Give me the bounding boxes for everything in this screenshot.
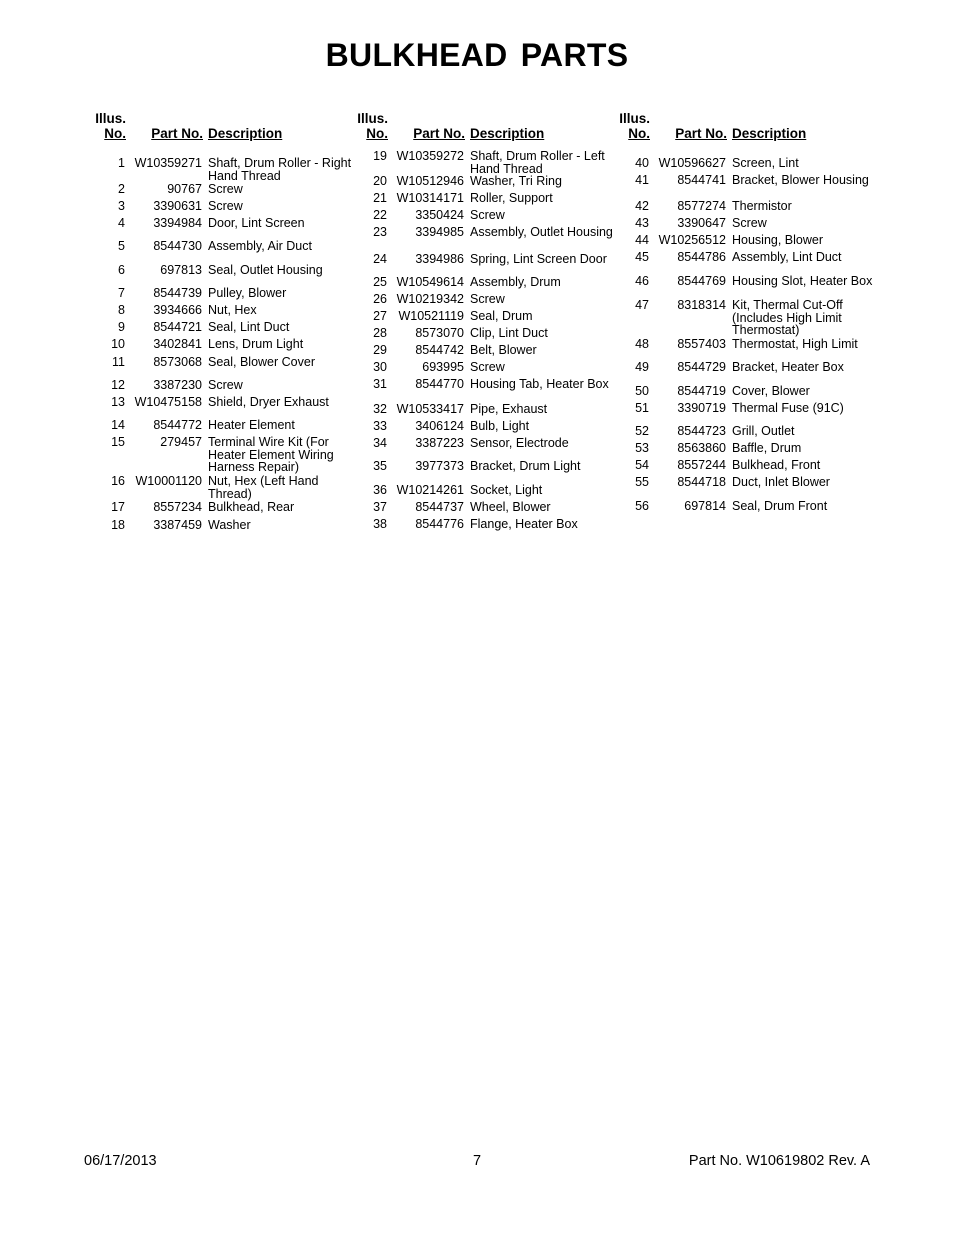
- part-number: 3934666: [153, 303, 202, 317]
- part-description: Assembly, Air Duct: [208, 239, 312, 253]
- part-description: Housing, Blower: [732, 233, 824, 247]
- part-description: Screw: [470, 292, 505, 306]
- part-number: 8544786: [677, 250, 726, 264]
- part-description: Flange, Heater Box: [470, 517, 578, 531]
- part-number: 8544742: [415, 343, 464, 357]
- description-header: Description: [208, 126, 283, 141]
- illus-header-line2: No.: [366, 126, 388, 141]
- part-description: Bracket, Drum Light: [470, 459, 581, 473]
- part-description: Clip, Lint Duct: [470, 326, 548, 340]
- illus-number: 4: [118, 216, 125, 230]
- part-description: Seal, Lint Duct: [208, 320, 290, 334]
- part-description: Lens, Drum Light: [208, 337, 304, 351]
- part-number: 3390631: [153, 199, 202, 213]
- part-description: Washer, Tri Ring: [470, 174, 562, 188]
- part-description: Screw: [470, 208, 505, 222]
- illus-number: 52: [635, 424, 649, 438]
- part-number: 8573070: [415, 326, 464, 340]
- illus-number: 38: [373, 517, 387, 531]
- part-no-header: Part No.: [675, 126, 727, 141]
- parts-column-3: [614, 111, 884, 513]
- part-description: Grill, Outlet: [732, 424, 795, 438]
- part-number: W10596627: [658, 156, 726, 170]
- part-number: 3387230: [153, 378, 202, 392]
- part-number: 693995: [422, 360, 464, 374]
- part-description: Bracket, Blower Housing: [732, 173, 869, 187]
- part-description: Assembly, Drum: [470, 275, 561, 289]
- illus-number: 48: [635, 337, 649, 351]
- column-header: [352, 111, 622, 145]
- part-description: Screen, Lint: [732, 156, 799, 170]
- illus-number: 44: [635, 233, 649, 247]
- illus-number: 43: [635, 216, 649, 230]
- part-number: 8544737: [415, 500, 464, 514]
- part-description: Bracket, Heater Box: [732, 360, 844, 374]
- illus-number: 55: [635, 475, 649, 489]
- illus-number: 32: [373, 402, 387, 416]
- illus-number: 28: [373, 326, 387, 340]
- illus-number: 2: [118, 182, 125, 196]
- illus-number: 5: [118, 239, 125, 253]
- illus-number: 51: [635, 401, 649, 415]
- illus-number: 3: [118, 199, 125, 213]
- part-number: W10359272: [396, 149, 464, 163]
- part-number: 279457: [160, 435, 202, 449]
- part-number: 8318314: [677, 298, 726, 312]
- parts-column-1: [90, 111, 360, 532]
- page-title: BULKHEAD PARTS: [325, 37, 629, 73]
- part-description: Seal, Blower Cover: [208, 355, 315, 369]
- illus-number: 21: [373, 191, 387, 205]
- part-number: 8544718: [677, 475, 726, 489]
- part-description: Seal, Drum Front: [732, 499, 828, 513]
- part-number: 8544769: [677, 274, 726, 288]
- part-description: Belt, Blower: [470, 343, 537, 357]
- illus-number: 10: [111, 337, 125, 351]
- part-number: 8544772: [153, 418, 202, 432]
- illus-number: 29: [373, 343, 387, 357]
- part-number: W10314171: [396, 191, 464, 205]
- part-number: 8557244: [677, 458, 726, 472]
- illus-number: 25: [373, 275, 387, 289]
- illus-number: 17: [111, 500, 125, 514]
- part-number: 8573068: [153, 355, 202, 369]
- part-description: Screw: [208, 378, 243, 392]
- part-number: 8544770: [415, 377, 464, 391]
- part-description: Wheel, Blower: [470, 500, 551, 514]
- part-number: 8544721: [153, 320, 202, 334]
- part-description: Heater Element: [208, 418, 295, 432]
- illus-header-line1: Illus.: [357, 111, 388, 126]
- part-number: 697814: [684, 499, 726, 513]
- part-description: Housing Tab, Heater Box: [470, 377, 609, 391]
- illus-number: 8: [118, 303, 125, 317]
- part-number: 8544730: [153, 239, 202, 253]
- part-number: 8557234: [153, 500, 202, 514]
- illus-header-line2: No.: [104, 126, 126, 141]
- illus-number: 27: [373, 309, 387, 323]
- part-description: Bulkhead, Front: [732, 458, 821, 472]
- illus-number: 33: [373, 419, 387, 433]
- part-number: 8563860: [677, 441, 726, 455]
- footer-date: 06/17/2013: [84, 1153, 157, 1169]
- part-description: Seal, Outlet Housing: [208, 263, 323, 277]
- part-description: Housing Slot, Heater Box: [732, 274, 873, 288]
- part-description: Terminal Wire Kit (For Heater Element Wiring Harness Repair): [208, 435, 334, 475]
- illus-number: 19: [373, 149, 387, 163]
- part-description: Door, Lint Screen: [208, 216, 305, 230]
- part-description: Washer: [208, 518, 251, 532]
- part-number: 3387459: [153, 518, 202, 532]
- illus-number: 20: [373, 174, 387, 188]
- part-description: Kit, Thermal Cut-Off (Includes High Limit Thermostat): [732, 298, 843, 338]
- part-number: 8544739: [153, 286, 202, 300]
- illus-number: 22: [373, 208, 387, 222]
- illus-number: 56: [635, 499, 649, 513]
- description-header: Description: [470, 126, 545, 141]
- part-no-header: Part No.: [151, 126, 203, 141]
- part-description: Nut, Hex: [208, 303, 257, 317]
- illus-number: 6: [118, 263, 125, 277]
- illus-header-line1: Illus.: [95, 111, 126, 126]
- illus-number: 35: [373, 459, 387, 473]
- part-number: 8577274: [677, 199, 726, 213]
- column-header: [90, 111, 360, 145]
- part-number: 3394985: [415, 225, 464, 239]
- part-description: Spring, Lint Screen Door: [470, 252, 607, 266]
- part-number: W10521119: [398, 309, 464, 323]
- part-number: 3406124: [415, 419, 464, 433]
- illus-number: 23: [373, 225, 387, 239]
- part-description: Screw: [470, 360, 505, 374]
- part-description: Shaft, Drum Roller - Right Hand Thread: [208, 156, 352, 183]
- part-number: 8544729: [677, 360, 726, 374]
- illus-number: 41: [635, 173, 649, 187]
- part-number: 697813: [160, 263, 202, 277]
- illus-number: 13: [111, 395, 125, 409]
- illus-number: 54: [635, 458, 649, 472]
- part-number: 3394986: [415, 252, 464, 266]
- column-header: [614, 111, 884, 145]
- part-description: Seal, Drum: [470, 309, 533, 323]
- illus-number: 26: [373, 292, 387, 306]
- part-description: Pipe, Exhaust: [470, 402, 548, 416]
- part-description: Bulb, Light: [470, 419, 530, 433]
- part-number: W10475158: [134, 395, 202, 409]
- illus-number: 36: [373, 483, 387, 497]
- part-description: Screw: [208, 182, 243, 196]
- part-description: Screw: [732, 216, 767, 230]
- illus-header-line1: Illus.: [619, 111, 650, 126]
- illus-no-header: [614, 111, 650, 141]
- illus-number: 16: [111, 474, 125, 488]
- illus-number: 45: [635, 250, 649, 264]
- illus-number: 18: [111, 518, 125, 532]
- part-number: 3394984: [153, 216, 202, 230]
- part-description: Baffle, Drum: [732, 441, 802, 455]
- part-number: W10549614: [396, 275, 464, 289]
- footer-page-number: 7: [472, 1153, 482, 1169]
- part-description: Shield, Dryer Exhaust: [208, 395, 329, 409]
- part-number: 3402841: [153, 337, 202, 351]
- illus-number: 12: [111, 378, 125, 392]
- footer-part-number: Part No. W10619802 Rev. A: [688, 1153, 870, 1169]
- part-number: 8544719: [677, 384, 726, 398]
- part-description: Assembly, Outlet Housing: [470, 225, 613, 239]
- illus-number: 15: [111, 435, 125, 449]
- part-description: Shaft, Drum Roller - Left Hand Thread: [470, 149, 605, 176]
- illus-number: 11: [112, 355, 125, 369]
- part-number: W10359271: [134, 156, 202, 170]
- part-number: W10512946: [396, 174, 464, 188]
- illus-number: 37: [373, 500, 387, 514]
- part-description: Screw: [208, 199, 243, 213]
- part-description: Thermal Fuse (91C): [732, 401, 844, 415]
- part-description: Thermistor: [732, 199, 792, 213]
- part-description: Pulley, Blower: [208, 286, 287, 300]
- part-no-header: Part No.: [413, 126, 465, 141]
- part-number: W10214261: [396, 483, 464, 497]
- part-description: Sensor, Electrode: [470, 436, 569, 450]
- illus-number: 40: [635, 156, 649, 170]
- part-description: Assembly, Lint Duct: [732, 250, 842, 264]
- part-number: 3390647: [677, 216, 726, 230]
- part-description: Socket, Light: [470, 483, 543, 497]
- part-number: W10256512: [658, 233, 726, 247]
- part-number: W10219342: [396, 292, 464, 306]
- illus-number: 24: [373, 252, 387, 266]
- part-number: 3387223: [415, 436, 464, 450]
- part-description: Roller, Support: [470, 191, 553, 205]
- part-number: 8544723: [677, 424, 726, 438]
- part-description: Thermostat, High Limit: [732, 337, 858, 351]
- illus-header-line2: No.: [628, 126, 650, 141]
- part-number: 3390719: [677, 401, 726, 415]
- illus-number: 1: [118, 156, 125, 170]
- part-description: Nut, Hex (Left Hand Thread): [208, 474, 319, 501]
- part-description: Bulkhead, Rear: [208, 500, 295, 514]
- illus-number: 14: [111, 418, 125, 432]
- parts-column-2: [352, 111, 622, 531]
- illus-no-header: [352, 111, 388, 141]
- part-number: 3977373: [415, 459, 464, 473]
- description-header: Description: [732, 126, 807, 141]
- illus-number: 9: [118, 320, 125, 334]
- part-number: 8544741: [677, 173, 726, 187]
- part-number: 8544776: [415, 517, 464, 531]
- illus-number: 49: [635, 360, 649, 374]
- part-description: Duct, Inlet Blower: [732, 475, 830, 489]
- illus-number: 31: [373, 377, 387, 391]
- part-number: 3350424: [415, 208, 464, 222]
- illus-number: 53: [635, 441, 649, 455]
- illus-number: 34: [373, 436, 387, 450]
- part-number: W10001120: [135, 474, 202, 488]
- part-description: Cover, Blower: [732, 384, 810, 398]
- illus-no-header: [90, 111, 126, 141]
- illus-number: 42: [635, 199, 649, 213]
- part-number: W10533417: [396, 402, 464, 416]
- part-number: 90767: [167, 182, 202, 196]
- illus-number: 46: [635, 274, 649, 288]
- illus-number: 47: [635, 298, 649, 312]
- illus-number: 30: [373, 360, 387, 374]
- part-number: 8557403: [677, 337, 726, 351]
- illus-number: 50: [635, 384, 649, 398]
- illus-number: 7: [118, 286, 125, 300]
